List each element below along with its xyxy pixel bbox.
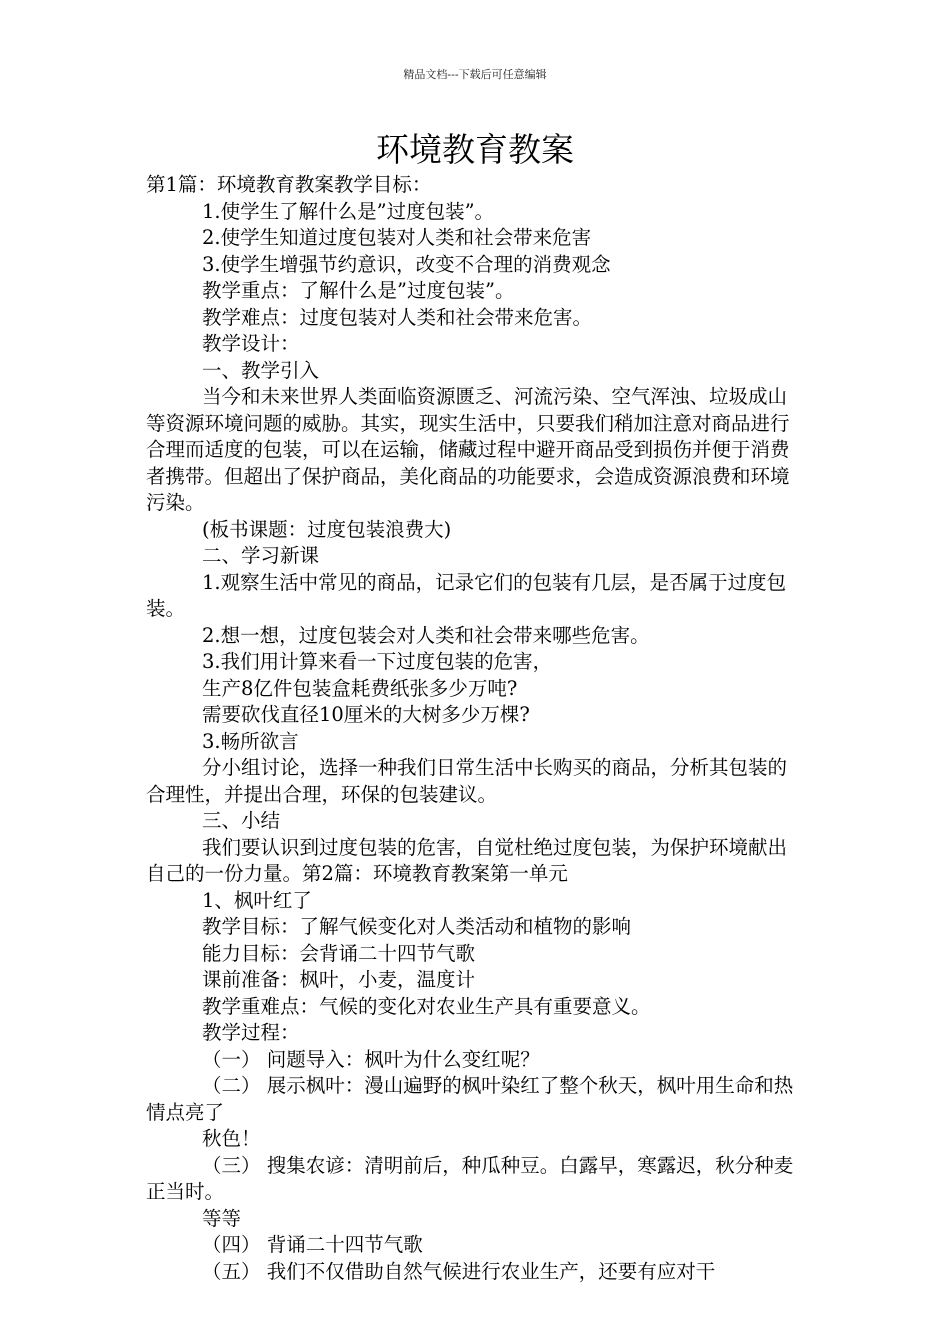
paragraph-line: （五） 我们不仅借助自然气候进行农业生产，还要有应对干: [202, 1259, 716, 1283]
paragraph-line: 能力目标：会背诵二十四节气歌: [202, 941, 476, 965]
document-body: [146, 172, 806, 1285]
paragraph-line: 3.我们用计算来看一下过度包装的危害，: [202, 650, 553, 673]
paragraph-line: (板书课题：过度包装浪费大): [202, 517, 452, 541]
paragraph-line: 教学难点：过度包装对人类和社会带来危害。: [202, 305, 593, 329]
paragraph-line: 二、学习新课: [202, 544, 320, 567]
page-title: 环境教育教案: [376, 130, 574, 169]
paragraph-line: 生产8亿件包装盒耗费纸张多少万吨?: [202, 676, 518, 700]
paragraph-line: 当今和未来世界人类面临资源匮乏、河流污染、空气浑浊、垃圾成山等资源环境问题的威胁。其实，现实生活中，只要我们稍加注意对商品进行合理而适度的包装，可以在运输，储藏过程中避开商品受到损伤并便于消费者携带。但超出了保护商品，美化商品的功能要求，会造成资源浪费和环境污染。: [146, 385, 790, 514]
paragraph-line: 教学重点：了解什么是”过度包装”。: [202, 279, 515, 302]
paragraph-line: 教学过程：: [202, 1021, 300, 1044]
paragraph-line: （三） 搜集农谚：清明前后，种瓜种豆。白露早，寒露迟，秋分种麦正当时。: [146, 1153, 794, 1203]
paragraph-line: 3.使学生增强节约意识，改变不合理的消费观念: [202, 252, 611, 276]
header-note: 精品文档---下载后可任意编辑: [403, 68, 547, 81]
paragraph-line: （四） 背诵二十四节气歌: [202, 1233, 423, 1256]
paragraph-line: 教学目标：了解气候变化对人类活动和植物的影响: [202, 915, 632, 938]
paragraph-line: 教学设计：: [202, 332, 300, 355]
paragraph-line: 秋色！: [202, 1127, 261, 1150]
paragraph-line: 第1篇：环境教育教案教学目标：: [146, 173, 432, 196]
paragraph-line: 2.使学生知道过度包装对人类和社会带来危害: [202, 226, 592, 249]
paragraph-line: 分小组讨论，选择一种我们日常生活中长购买的商品，分析其包装的合理性，并提出合理，环保的包装建议。: [146, 756, 788, 806]
paragraph-line: 1、枫叶红了: [202, 888, 312, 912]
paragraph-line: 一、教学引入: [202, 358, 320, 382]
paragraph-line: 教学重难点：气候的变化对农业生产具有重要意义。: [202, 994, 651, 1018]
paragraph-line: 1.使学生了解什么是”过度包装”。: [202, 199, 495, 223]
paragraph-line: 我们要认识到过度包装的危害，自觉杜绝过度包装，为保护环境献出自己的一份力量。第2篇：环境教育教案第一单元: [146, 835, 788, 885]
paragraph-line: 等等: [202, 1206, 242, 1230]
paragraph-line: 1.观察生活中常见的商品，记录它们的包装有几层，是否属于过度包装。: [146, 570, 787, 620]
paragraph-line: 三、小结: [202, 809, 281, 832]
paragraph-line: 需要砍伐直径10厘米的大树多少万棵?: [202, 703, 530, 726]
paragraph-line: （二） 展示枫叶：漫山遍野的枫叶染红了整个秋天，枫叶用生命和热情点亮了: [146, 1074, 794, 1124]
paragraph-line: 课前准备：枫叶，小麦，温度计: [202, 968, 476, 991]
paragraph-line: 3.畅所欲言: [202, 729, 299, 753]
paragraph-line: （一） 问题导入：枫叶为什么变红呢？: [202, 1047, 540, 1071]
paragraph-line: 2.想一想，过度包装会对人类和社会带来哪些危害。: [202, 623, 650, 647]
